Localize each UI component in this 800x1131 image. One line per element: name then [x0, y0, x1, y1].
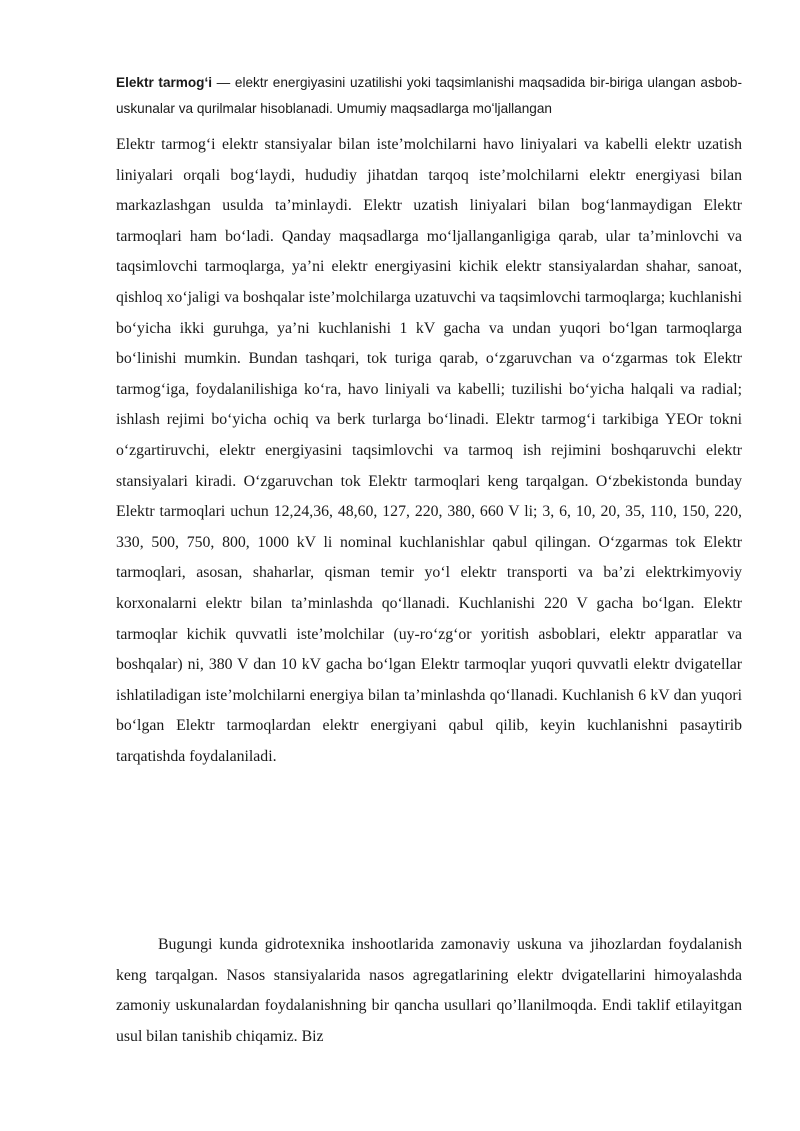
lead-term: Elektr tarmogʻi — [116, 75, 213, 90]
intro-paragraph — [116, 70, 742, 122]
intro-text: — elektr energiyasini uzatilishi yoki taqsimlanishi maqsadida bir-biriga ulangan asbob-uskunalar va qurilmalar hisoblanadi. Umumiy maqsadlarga moʻljallangan — [116, 75, 742, 116]
body-paragraph-1: Elektr tarmogʻi elektr stansiyalar bilan isteʼmolchilarni havo liniyalari va kabelli elektr uzatish liniyalari orqali bogʻlaydi, hududiy jihatdan tarqoq isteʼmolchilarni elektr energiyasi bilan markazlashgan usulda taʼminlaydi. Elektr uzatish liniyalari bilan bogʻlanmaydigan Elektr tarmoqlari ham boʻladi. Qanday maqsadlarga moʻljallanganligiga qarab, ular taʼminlovchi va taqsimlovchi tarmoqlarga, yaʼni elektr energiyasini kichik elektr stansiyalardan shahar, sanoat, qishloq xoʻjaligi va boshqalar isteʼmolchilarga uzatuvchi va taqsimlovchi tarmoqlarga; kuchlanishi boʻyicha ikki guruhga, yaʼni kuchlanishi 1 kV gacha va undan yuqori boʻlgan tarmoqlarga boʻlinishi mumkin. Bundan tashqari, tok turiga qarab, oʻzgaruvchan va oʻzgarmas tok Elektr tarmogʻiga, foydalanilishiga koʻra, havo liniyali va kabelli; tuzilishi boʻyicha halqali va radial; ishlash rejimi boʻyicha ochiq va berk turlarga boʻlinadi. Elektr tarmogʻi tarkibiga YEOr tokni oʻzgartiruvchi, elektr energiyasini taqsimlovchi va tarmoq ish rejimini boshqaruvchi elektr stansiyalari kiradi. Oʻzgaruvchan tok Elektr tarmoqlari keng tarqalgan. Oʻzbekistonda bunday Elektr tarmoqlari uchun 12,24,36, 48,60, 127, 220, 380, 660 V li; 3, 6, 10, 20, 35, 110, 150, 220, 330, 500, 750, 800, 1000 kV li nominal kuchlanishlar qabul qilingan. Oʻzgarmas tok Elektr tarmoqlari, asosan, shaharlar, qisman temir yoʻl elektr transporti va baʼzi elektrkimyoviy korxonalarni elektr bilan taʼminlashda qoʻllanadi. Kuchlanishi 220 V gacha boʻlgan. Elektr tarmoqlar kichik quvvatli isteʼmolchilar (uy-roʻzgʻor yoritish asboblari, elektr apparatlar va boshqalar) ni, 380 V dan 10 kV gacha boʻlgan Elektr tarmoqlar yuqori quvvatli elektr dvigatellar ishlatiladigan isteʼmolchilarni energiya bilan taʼminlashda qoʻllanadi. Kuchlanish 6 kV dan yuqori boʻlgan Elektr tarmoqlardan elektr energiyani qabul qilib, keyin kuchlanishni pasaytirib tarqatishda foydalaniladi. — [116, 136, 742, 765]
body-paragraph-2: Bugungi kunda gidrotexnika inshootlarida zamonaviy uskuna va jihozlardan foydalanish keng tarqalgan. Nasos stansiyalarida nasos agregatlarining elektr dvigatellarini himoyalashda zamoniy uskunalardan foydalanishning bir qancha usullari qo’llanilmoqda. Endi taklif etilayitgan usul bilan tanishib chiqamiz. Biz — [116, 936, 742, 1045]
